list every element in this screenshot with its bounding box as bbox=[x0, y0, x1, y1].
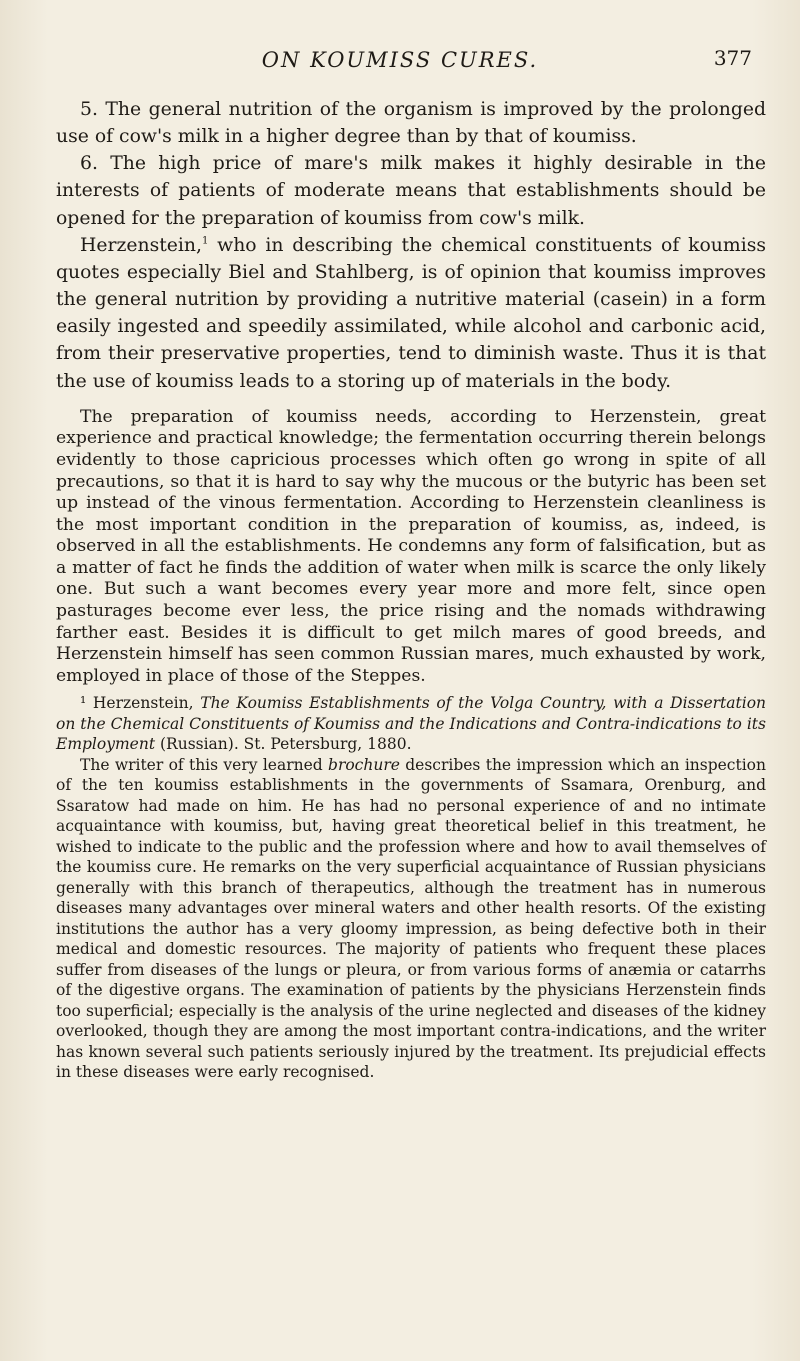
paragraph-herzenstein-opinion bbox=[56, 232, 766, 395]
paragraph-herzenstein-lead: Herzenstein, bbox=[80, 234, 202, 256]
footnote-body-italic: brochure bbox=[328, 755, 400, 774]
footnote-marker: ¹ bbox=[80, 694, 87, 713]
footnote-author: Herzenstein, bbox=[92, 694, 201, 713]
footnote-publication: (Russian). St. Petersburg, 1880. bbox=[155, 735, 412, 754]
footnote-body-start: The writer of this very learned bbox=[80, 755, 329, 774]
secondary-text bbox=[56, 407, 766, 688]
paragraph-herzenstein-body: who in describing the chemical constituents of koumiss quotes especially Biel and Stahlberg, is of opinion that koumiss improves the general nutrition by providing a nutritive material (casein) in a form easily ingested and speedily assimilated, while alcohol and carbonic acid, from their preservative properties, tend to diminish waste. Thus it is that the use of koumiss leads to a storing up of materials in the body. bbox=[56, 234, 766, 392]
footnote-reference: 1 bbox=[201, 235, 209, 247]
paragraph-point-5: 5. The general nutrition of the organism is improved by the prolonged use of cow's milk in a higher degree than by that of koumiss. bbox=[56, 99, 766, 148]
footnote-title: The Koumiss Establishments of the Volga Country, with a Dissertation on the Chemical Constituents of Koumiss and the Indications and Contra-indications to its Employment bbox=[56, 694, 767, 754]
main-text bbox=[56, 96, 766, 395]
paragraph-point-6: 6. The high price of mare's milk makes it highly desirable in the interests of patients of moderate means that establishments should be opened for the preparation of koumiss from cow's milk. bbox=[56, 153, 766, 229]
footnote-citation bbox=[56, 693, 766, 755]
page-content bbox=[56, 96, 766, 1083]
page-number: 377 bbox=[713, 46, 752, 70]
paragraph-preparation: The preparation of koumiss needs, according to Herzenstein, great experience and practical knowledge; the fermentation occurring therein belongs evidently to those capricious processes which often go wrong in spite of all precautions, so that it is hard to say why the mucous or the butyric has been set up instead of the vinous fermentation. According to Herzenstein cleanliness is the most important condition in the preparation of koumiss, as, indeed, is observed in all the establishments. He condemns any form of falsification, but as a matter of fact he finds the addition of water when milk is scarce the only likely one. But such a want becomes every year more and more felt, since open pasturages become ever less, the price rising and the nomads withdrawing farther east. Besides it is difficult to get milch mares of good breeds, and Herzenstein himself has seen common Russian mares, much exhausted by work, employed in place of those of the Steppes. bbox=[56, 406, 766, 686]
running-head: ON KOUMISS CURES. bbox=[261, 48, 539, 72]
footnote-body-rest: describes the impression which an inspection of the ten koumiss establishments in the governments of Ssamara, Orenburg, and Ssaratow had made on him. He has had no personal experience of and no intimate acquaintance with koumiss, but, having great theoretical belief in this treatment, he wished to indicate to the public and the profession where and how to avail themselves of the koumiss cure. He remarks on the very superficial acquaintance of Russian physicians generally with this branch of therapeutics, although the treatment has in numerous diseases many advantages over mineral waters and other health resorts. Of the existing institutions the author has a very gloomy impression, as being defective both in their medical and domestic resources. The majority of patients who frequent these places suffer from diseases of the lungs or pleura, or from various forms of anæmia or catarrhs of the digestive organs. The examination of patients by the physicians Herzenstein finds too superficial; especially is the analysis of the urine neglected and diseases of the kidney overlooked, though they are among the most important contra-indications, and the writer has known several such patients seriously injured by the treatment. Its prejudicial effects in these diseases were early recognised. bbox=[56, 755, 766, 1082]
footnote bbox=[56, 693, 766, 1083]
page-header bbox=[0, 44, 800, 84]
footnote-commentary bbox=[56, 755, 766, 1083]
